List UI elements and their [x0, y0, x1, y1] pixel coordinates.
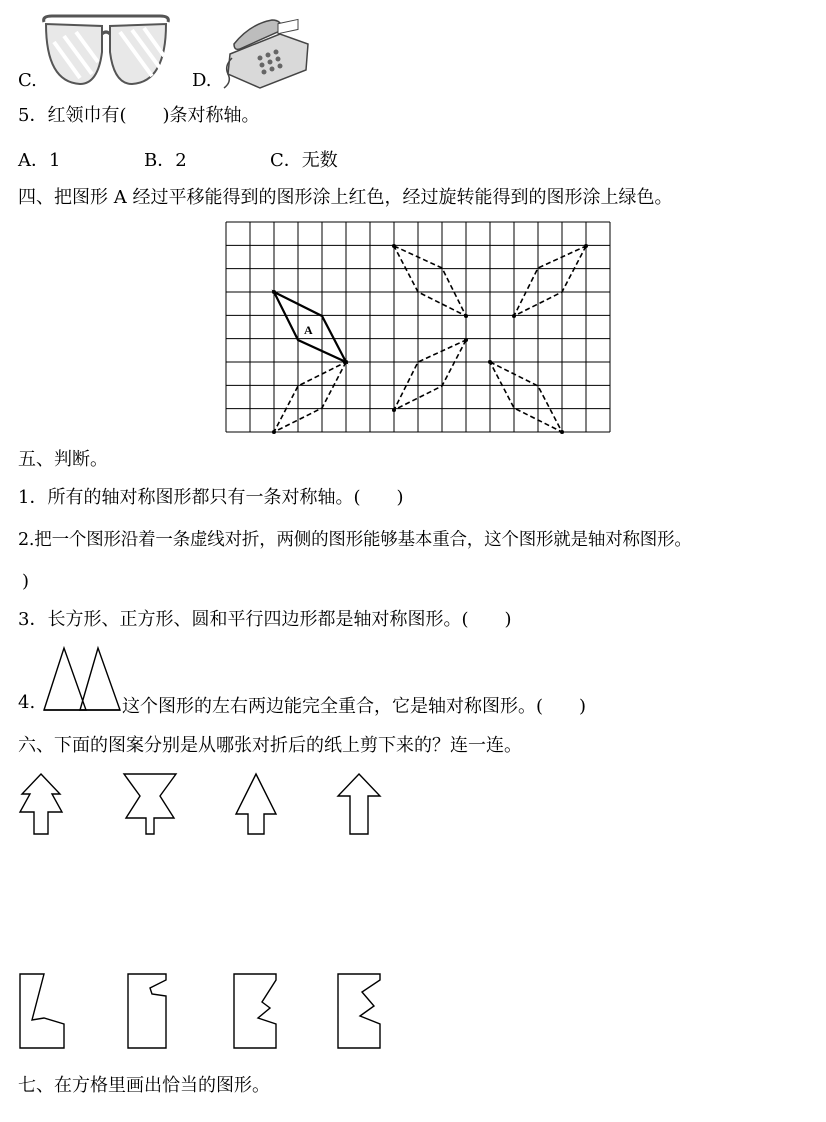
folded-paper-4 — [336, 972, 382, 1050]
translation-rotation-grid — [226, 222, 610, 434]
judge-item-2: 2.把一个图形沿着一条虚线对折，两侧的图形能够基本重合，这个图形就是轴对称图形。 — [18, 530, 692, 550]
q5-option-a: A．1 — [18, 150, 61, 171]
judge-item-2-close: ) — [22, 571, 30, 592]
q5-stem: 5．红领巾有( )条对称轴。 — [18, 105, 260, 126]
q5-option-c: C．无数 — [270, 150, 338, 171]
folded-paper-2 — [126, 972, 168, 1050]
telephone-icon — [220, 14, 312, 90]
sunglasses-icon — [40, 12, 172, 90]
judge-item-4-text: 这个图形的左右两边能完全重合，它是轴对称图形。( ) — [122, 696, 587, 717]
pattern-small-tree — [232, 774, 280, 836]
folded-paper-3 — [232, 972, 278, 1050]
judge-item-1: 1．所有的轴对称图形都只有一条对称轴。( ) — [18, 487, 404, 508]
section4-title: 四、把图形 A 经过平移能得到的图形涂上红色，经过旋转能得到的图形涂上绿色。 — [18, 187, 673, 208]
double-triangle-figure — [44, 646, 120, 712]
figure-a-label: A — [304, 323, 313, 337]
pattern-tree — [18, 774, 64, 836]
section5-title: 五、判断。 — [18, 449, 108, 470]
folded-paper-1 — [18, 972, 66, 1050]
judge-item-4-prefix: 4. — [18, 692, 36, 713]
pattern-hourglass — [122, 774, 178, 836]
judge-item-3: 3．长方形、正方形、圆和平行四边形都是轴对称图形。( ) — [18, 609, 512, 630]
pattern-arrow — [336, 774, 382, 836]
section7-title: 七、在方格里画出恰当的图形。 — [18, 1075, 270, 1096]
q5-option-b: B．2 — [144, 150, 187, 171]
option-c-label: C. — [18, 70, 37, 91]
section6-title: 六、下面的图案分别是从哪张对折后的纸上剪下来的？连一连。 — [18, 735, 522, 756]
option-d-label: D. — [192, 70, 212, 91]
